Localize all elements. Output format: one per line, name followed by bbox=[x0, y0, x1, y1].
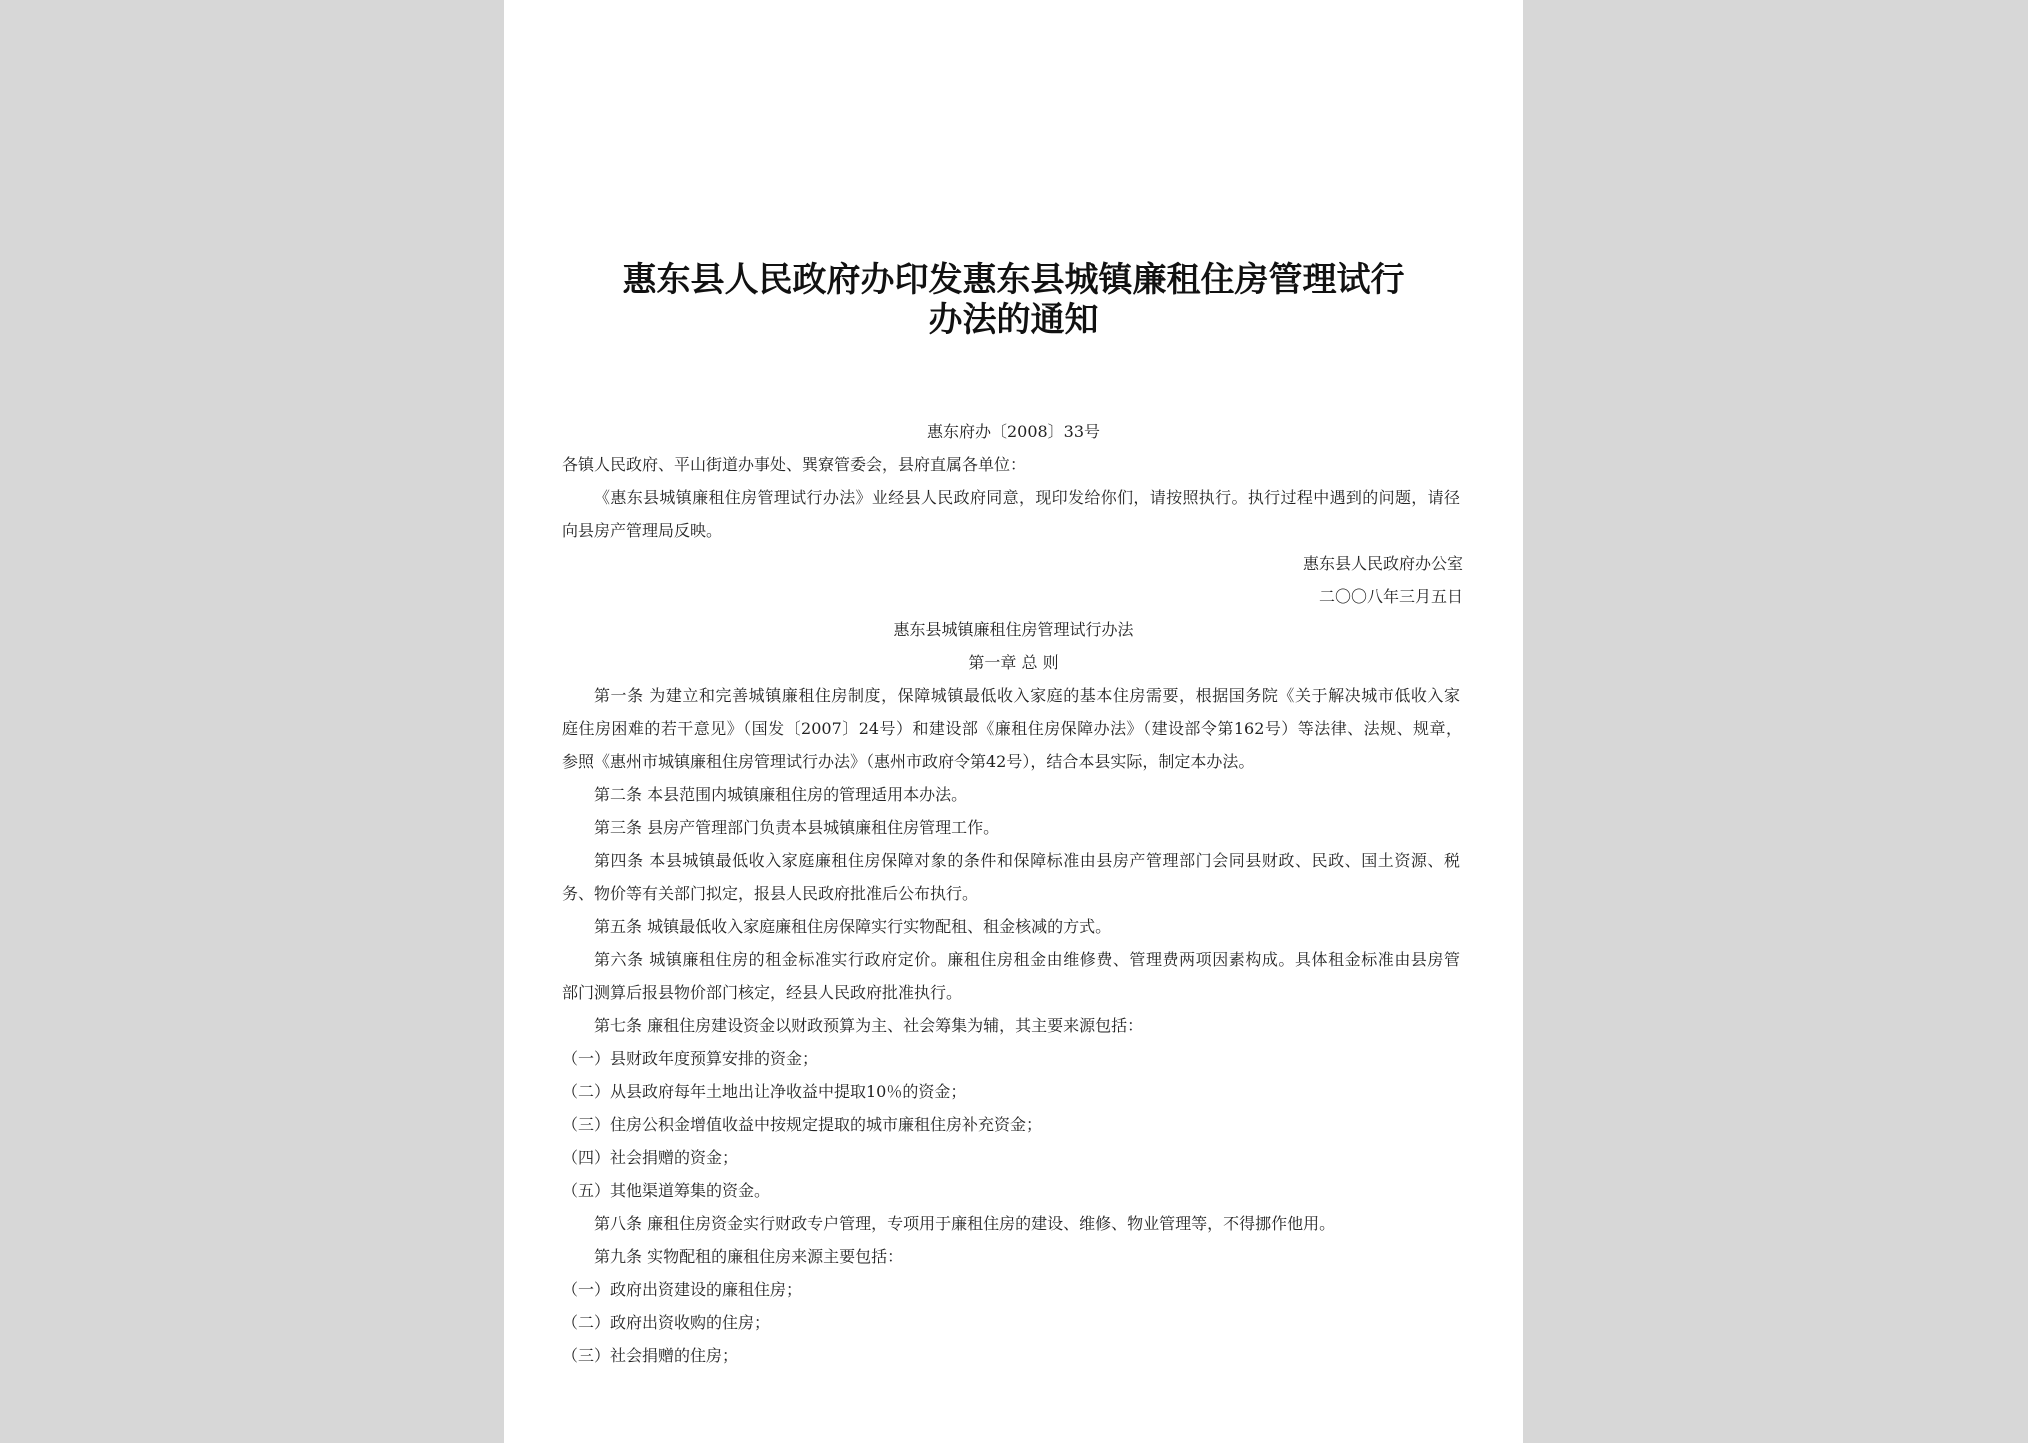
article-5: 第五条 城镇最低收入家庭廉租住房保障实行实物配租、租金核减的方式。 bbox=[594, 917, 1112, 936]
article-7-item-3: （三）住房公积金增值收益中按规定提取的城市廉租住房补充资金； bbox=[562, 1115, 1043, 1134]
article-1-line-3: 参照《惠州市城镇廉租住房管理试行办法》（惠州市政府令第42号），结合本县实际，制定本办法。 bbox=[562, 752, 1255, 771]
article-7-item-5: （五）其他渠道筹集的资金。 bbox=[562, 1181, 771, 1200]
article-9-item-1: （一）政府出资建设的廉租住房； bbox=[562, 1280, 803, 1299]
subtitle: 惠东县城镇廉租住房管理试行办法 bbox=[893, 620, 1134, 639]
article-6-line-1: 第六条 城镇廉租住房的租金标准实行政府定价。廉租住房租金由维修费、管理费两项因素构成。具体租金标准由县房管 bbox=[594, 950, 1460, 969]
article-8: 第八条 廉租住房资金实行财政专户管理，专项用于廉租住房的建设、维修、物业管理等，不得挪作他用。 bbox=[594, 1214, 1336, 1233]
article-7-item-4: （四）社会捐赠的资金； bbox=[562, 1148, 739, 1167]
article-1-line-2: 庭住房困难的若干意见》（国发〔2007〕24号）和建设部《廉租住房保障办法》（建设部令第162号）等法律、法规、规章， bbox=[562, 719, 1462, 738]
article-2: 第二条 本县范围内城镇廉租住房的管理适用本办法。 bbox=[594, 785, 968, 804]
article-3: 第三条 县房产管理部门负责本县城镇廉租住房管理工作。 bbox=[594, 818, 1000, 837]
article-7-item-1: （一）县财政年度预算安排的资金； bbox=[562, 1049, 819, 1068]
article-6-line-2: 部门测算后报县物价部门核定，经县人民政府批准执行。 bbox=[562, 983, 963, 1002]
article-9-item-3: （三）社会捐赠的住房； bbox=[562, 1346, 739, 1365]
salutation: 各镇人民政府、平山街道办事处、巽寮管委会，县府直属各单位： bbox=[562, 455, 1027, 474]
article-7-item-2: （二）从县政府每年土地出让净收益中提取10％的资金； bbox=[562, 1082, 967, 1101]
issue-date: 二〇〇八年三月五日 bbox=[1318, 587, 1463, 606]
intro-paragraph-line-1: 《惠东县城镇廉租住房管理试行办法》业经县人民政府同意，现印发给你们，请按照执行。执行过程中遇到的问题，请径 bbox=[594, 488, 1460, 507]
document-number: 惠东府办〔2008〕33号 bbox=[926, 422, 1101, 441]
article-4-line-2: 务、物价等有关部门拟定，报县人民政府批准后公布执行。 bbox=[562, 884, 979, 903]
document-title-line-1: 惠东县人民政府办印发惠东县城镇廉租住房管理试行 bbox=[622, 260, 1405, 300]
article-9: 第九条 实物配租的廉租住房来源主要包括： bbox=[594, 1247, 904, 1266]
document-page bbox=[504, 0, 1523, 1443]
article-9-item-2: （二）政府出资收购的住房； bbox=[562, 1313, 771, 1332]
article-4-line-1: 第四条 本县城镇最低收入家庭廉租住房保障对象的条件和保障标准由县房产管理部门会同县财政、民政、国土资源、税 bbox=[594, 851, 1460, 870]
article-1-line-1: 第一条 为建立和完善城镇廉租住房制度，保障城镇最低收入家庭的基本住房需要，根据国务院《关于解决城市低收入家 bbox=[594, 686, 1460, 705]
issuer: 惠东县人民政府办公室 bbox=[1302, 554, 1463, 573]
article-7: 第七条 廉租住房建设资金以财政预算为主、社会筹集为辅，其主要来源包括： bbox=[594, 1016, 1144, 1035]
intro-paragraph-line-2: 向县房产管理局反映。 bbox=[562, 521, 723, 540]
document-title-line-2: 办法的通知 bbox=[928, 300, 1099, 340]
chapter-heading: 第一章 总 则 bbox=[968, 653, 1059, 672]
